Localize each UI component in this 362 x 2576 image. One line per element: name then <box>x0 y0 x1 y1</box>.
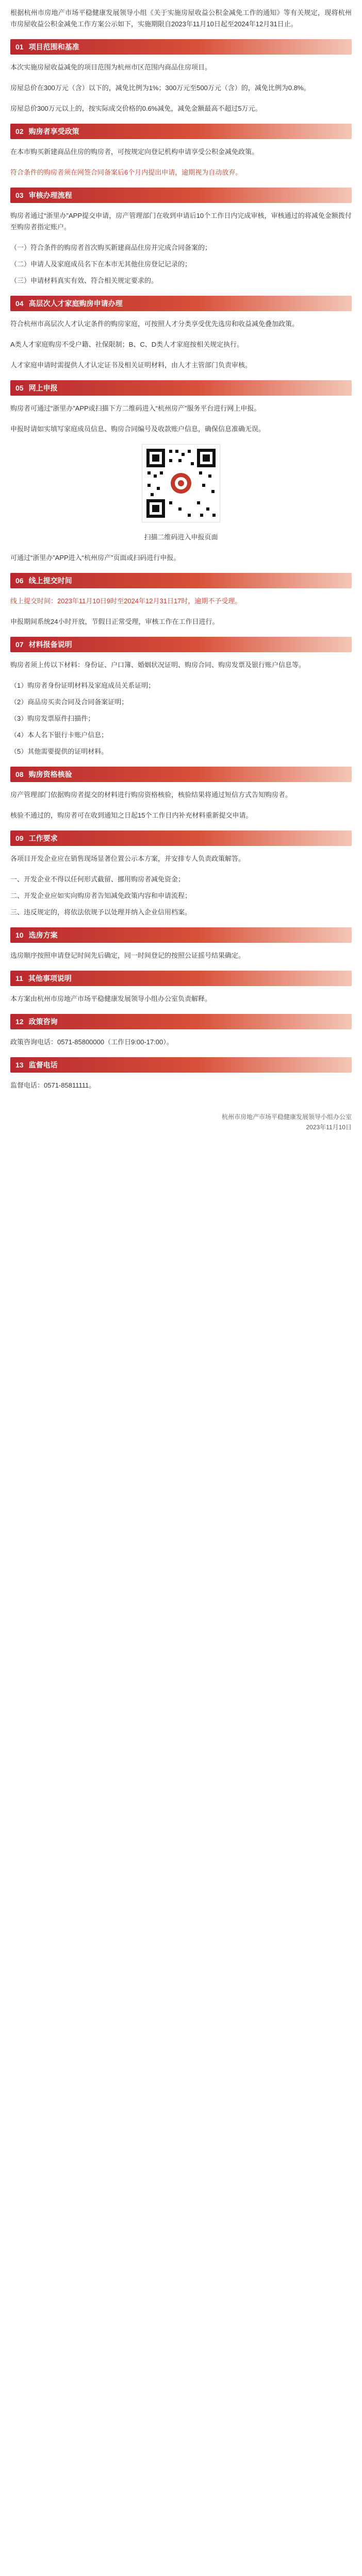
section-header-12: 12 政策咨询 <box>10 1014 352 1029</box>
paragraph-highlight: 符合条件的购房者须在网签合同备案后6个月内提出申请，逾期视为自动放弃。 <box>10 168 242 176</box>
paragraph: A类人才家庭购房不受户籍、社保限制；B、C、D类人才家庭按相关规定执行。 <box>10 341 244 348</box>
paragraph: 人才家庭申请时需提供人才认定证书及相关证明材料，由人才主管部门负责审核。 <box>10 361 252 369</box>
qr-code[interactable] <box>142 444 220 522</box>
paragraph: （4）本人名下银行卡账户信息； <box>10 731 108 739</box>
paragraph: （1）购房者身份证明材料及家庭成员关系证明； <box>10 682 155 689</box>
qr-caption: 扫描二维码进入申报页面 <box>144 533 218 541</box>
paragraph: 一、开发企业不得以任何形式截留、挪用购房者减免资金； <box>10 875 185 883</box>
section-header-10: 10 选房方案 <box>10 927 352 943</box>
section-header-05: 05 网上申报 <box>10 380 352 396</box>
footer-date: 2023年11月10日 <box>306 1124 352 1131</box>
paragraph: 申报期间系统24小时开放，节假日正常受理，审核工作在工作日进行。 <box>10 618 219 625</box>
footer-org: 杭州市房地产市场平稳健康发展领导小组办公室 <box>221 1113 352 1121</box>
paragraph: （3）购房发票原件扫描件； <box>10 715 95 722</box>
paragraph: 房屋总价在300万元（含）以下的，减免比例为1%；300万元至500万元（含）的，减免比例为0.8%。 <box>10 84 310 92</box>
paragraph: 可通过“浙里办”APP进入“杭州房产”页面或扫码进行申报。 <box>10 554 180 562</box>
section-header-04: 04 高层次人才家庭购房申请办理 <box>10 296 352 311</box>
paragraph: 购房者须上传以下材料：身份证、户口簿、婚姻状况证明、购房合同、购房发票及银行账户信息等。 <box>10 661 306 669</box>
section-header-13: 13 监督电话 <box>10 1057 352 1073</box>
intro-paragraph: 根据杭州市房地产市场平稳健康发展领导小组《关于实施房屋收益公积金减免工作的通知》等有关规定，现将杭州市房屋收益公积金减免工作方案公示如下，实施期限自2023年11月10日起至2024年12月31日止。 <box>10 9 352 28</box>
paragraph: 政策咨询电话：0571-85800000（工作日9:00-17:00）。 <box>10 1038 173 1046</box>
section-header-08: 08 购房资格核验 <box>10 767 352 782</box>
paragraph: 监督电话：0571-85811111。 <box>10 1081 96 1089</box>
paragraph: 房屋总价300万元以上的，按实际成交价格的0.6%减免，减免金额最高不超过5万元。 <box>10 105 262 112</box>
paragraph-highlight: 线上提交时间：2023年11月10日9时至2024年12月31日17时，逾期不予受理。 <box>10 597 242 605</box>
paragraph: （三）申请材料真实有效、符合相关规定要求的。 <box>10 277 158 284</box>
paragraph: 各项目开发企业应在销售现场显著位置公示本方案，并安排专人负责政策解答。 <box>10 855 245 862</box>
paragraph: 核验不通过的，购房者可在收到通知之日起15个工作日内补充材料重新提交申请。 <box>10 811 253 819</box>
paragraph: （5）其他需要提供的证明材料。 <box>10 748 108 755</box>
paragraph: 选房顺序按照申请登记时间先后确定，同一时间登记的按照公证摇号结果确定。 <box>10 952 245 959</box>
paragraph: （一）符合条件的购房者首次购买新建商品住房并完成合同备案的； <box>10 244 212 251</box>
paragraph: 本方案由杭州市房地产市场平稳健康发展领导小组办公室负责解释。 <box>10 995 212 1003</box>
section-header-07: 07 材料报备说明 <box>10 637 352 652</box>
paragraph: 三、违反规定的，将依法依规予以处理并纳入企业信用档案。 <box>10 908 192 916</box>
footer <box>10 1112 352 1132</box>
paragraph: 在本市购买新建商品住房的购房者，可按规定向登记机构申请享受公积金减免政策。 <box>10 148 259 156</box>
section-header-02: 02 购房者享受政策 <box>10 124 352 139</box>
paragraph: （2）商品房买卖合同及合同备案证明； <box>10 698 128 706</box>
section-header-09: 09 工作要求 <box>10 831 352 846</box>
paragraph: 二、开发企业应如实向购房者告知减免政策内容和申请流程； <box>10 892 192 900</box>
paragraph: 购房者可通过“浙里办”APP或扫描下方二维码进入“杭州房产”服务平台进行网上申报。 <box>10 404 261 412</box>
paragraph: （二）申请人及家庭成员名下在本市无其他住房登记记录的； <box>10 260 192 268</box>
paragraph: 房产管理部门依据购房者提交的材料进行购房资格核验，核验结果将通过短信方式告知购房者。 <box>10 791 292 799</box>
section-header-06: 06 线上提交时间 <box>10 573 352 588</box>
section-header-03: 03 审核办理流程 <box>10 188 352 203</box>
section-header-01: 01 项目范围和基准 <box>10 39 352 55</box>
paragraph: 购房者通过“浙里办”APP提交申请，房产管理部门在收到申请后10个工作日内完成审核，审核通过的将减免金额拨付至购房者指定账户。 <box>10 212 352 231</box>
paragraph: 本次实施房屋收益减免的项目范围为杭州市区范围内商品住房项目。 <box>10 63 212 71</box>
paragraph: 申报时请如实填写家庭成员信息、购房合同编号及收款账户信息，确保信息准确无误。 <box>10 425 266 433</box>
paragraph: 符合杭州市高层次人才认定条件的购房家庭，可按照人才分类享受优先选房和收益减免叠加政策。 <box>10 320 299 328</box>
section-header-11: 11 其他事项说明 <box>10 971 352 986</box>
